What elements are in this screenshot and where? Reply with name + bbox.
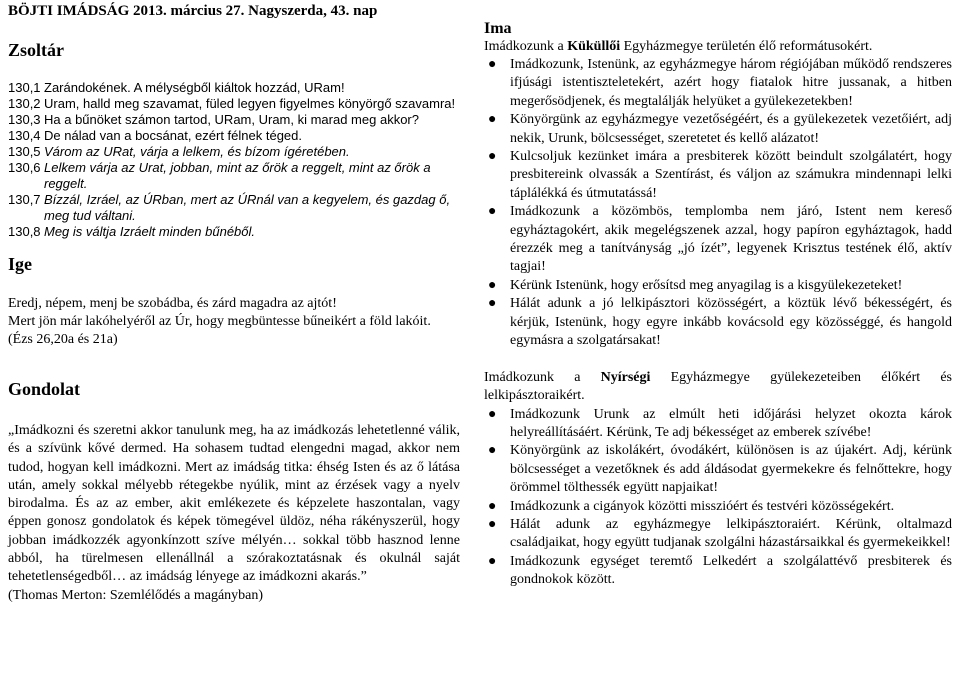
psalm-verse [8, 160, 460, 192]
list-item [484, 56, 952, 111]
ige-title: Ige [8, 254, 32, 274]
verse-text: Lelkem várja az Urat, jobban, mint az őrök a reggelt, mint az őrök a reggelt. [44, 160, 431, 191]
psalm-verse [8, 224, 460, 240]
ige-line-1: Eredj, népem, menj be szobádba, és zárd magadra az ajtót! [8, 296, 337, 311]
list-item-text: Könyörgünk az iskolákért, óvodákért, különösen is az újakért. Adj, kérünk bölcsességet a vezetőknek és add áldásodat gyermekekre és felnőttekre, hogy örömmel tölthessék együtt napjaikat! [510, 443, 952, 496]
list-item [484, 442, 952, 497]
ima-intro-post: Egyházmegye területén élő reformátusokért. [620, 39, 873, 54]
list-item-text: Könyörgünk az egyházmegye vezetőségéért, és a gyülekezetek vezetőiért, adj nekik, Urunk, bölcsességet, szeretetet és kellő alázatot! [510, 112, 952, 146]
ige-text [8, 295, 460, 349]
list-item [484, 277, 952, 295]
verse-number: 130,8 [8, 224, 41, 239]
verse-text: Uram, halld meg szavamat, füled legyen figyelmes könyörgő szavamra! [44, 96, 456, 111]
psalm-verse [8, 192, 460, 224]
bullet-icon: ● [488, 149, 497, 165]
bullet-icon: ● [488, 112, 497, 128]
verse-number: 130,4 [8, 128, 41, 143]
ima-intro [484, 38, 952, 56]
list-item [484, 498, 952, 516]
ima-intro2-region: Nyírségi [600, 369, 651, 385]
right-column [484, 0, 952, 590]
verse-text: Várom az URat, várja a lelkem, és bízom ígéretében. [44, 144, 350, 159]
list-item-text: Kérünk Istenünk, hogy erősítsd meg anyagilag is a kisgyülekezeteket! [510, 277, 903, 293]
psalm-verse [8, 96, 460, 112]
ige-reference: (Ézs 26,20a és 21a) [8, 332, 118, 347]
verse-number: 130,2 [8, 96, 41, 111]
bullet-icon: ● [488, 498, 497, 514]
gondolat-quote: „Imádkozni és szeretni akkor tanulunk meg, ha az imádkozás lehetetlenné válik, és a szívünk kővé dermed. Ha sohasem tudtad elengedni magad, akkor nem tudod, hogyan kell imádkozni. Mert az imádság titka: éhség Isten és az ő látása után, amely sokkal mélyebb rétegekbe nyúlik, mint az érzések vagy a nyelv birodalma. És az az ember, akit emlékezete és képzelete haszontalan, vagy éppen gonosz gondolatok és képek tömegével üldöz, néha rákényszerül, hogy jobban imádkozzék agyonkínzott szíve mélyén… sokkal több hasznod lenne abból, ha türelmesen ellenállnál a szórakoztatásnak és okulnál saját tehetetlenségedből… az imádság lényege az imádkozni akarás.” [8, 423, 460, 585]
psalm-verse [8, 112, 460, 128]
bullet-icon: ● [488, 204, 497, 220]
list-item [484, 203, 952, 277]
list-item [484, 295, 952, 350]
list-item-text: Hálát adunk a jó lelkipásztori közösségért, a köztük lévő békességért, és kérjük, Istenünk, hogy egyre inkább kovácsold egy közösséggé, és hangold egymásra a szolgatársakat! [510, 296, 952, 349]
psalm-verse [8, 144, 460, 160]
psalm-verse [8, 128, 460, 144]
list-item-text: Imádkozunk a közömbös, templomba nem járó, Istent nem kereső egyháztagokért, akik megelégszenek azzal, hogy papíron egyháztagok, hadd érezzék meg a tanítványság „jó ízét”, legyenek Krisztus testének élő, aktív tagjai! [510, 204, 952, 275]
gondolat-title: Gondolat [8, 379, 81, 399]
ima-intro-2 [484, 369, 952, 406]
bullet-icon: ● [488, 277, 497, 293]
ima-intro-region: Küküllői [567, 39, 621, 54]
bullet-icon: ● [488, 553, 497, 569]
ima-title: Ima [484, 20, 512, 37]
list-item [484, 111, 952, 148]
verse-text: Bízzál, Izráel, az ÚRban, mert az ÚRnál van a kegyelem, és gazdag ő, meg tud váltani. [44, 192, 451, 223]
verse-text: Ha a bűnöket számon tartod, URam, Uram, ki marad meg akkor? [44, 112, 419, 127]
list-item [484, 516, 952, 553]
verse-text: De nálad van a bocsánat, ezért félnek téged. [44, 128, 303, 143]
psalm-list [8, 80, 460, 240]
verse-number: 130,5 [8, 144, 41, 159]
zsoltar-title: Zsoltár [8, 40, 64, 60]
verse-text: Meg is váltja Izráelt minden bűnéből. [44, 224, 256, 239]
prayer-list-nyirsegi [484, 406, 952, 590]
verse-text: Zarándokének. A mélységből kiáltok hozzád, URam! [44, 80, 345, 95]
verse-number: 130,3 [8, 112, 41, 127]
ima-intro2-post: Egyházmegye gyülekezeteiben élőkért és lelkipásztoraikért. [484, 369, 953, 403]
list-item-text: Imádkozunk egységet teremtő Lelkedért a szolgálattévő presbiterek és gondnokok között. [510, 553, 952, 588]
list-item-text: Imádkozunk, Istenünk, az egyházmegye három régiójában működő rendszeres ifjúsági istentiszteletekért, azért hogy fiatalok hitre jussanak, a hitben megerősödjenek, és megtalálják helyüket a gyülekezetekben! [510, 57, 952, 109]
ige-line-2: Mert jön már lakóhelyéről az Úr, hogy megbüntesse bűneikért a föld lakóit. [8, 314, 431, 329]
psalm-verse [8, 80, 460, 96]
list-item [484, 553, 952, 590]
bullet-icon: ● [488, 57, 497, 72]
verse-number: 130,7 [8, 192, 41, 207]
document-header: BÖJTI IMÁDSÁG 2013. március 27. Nagyszerda, 43. nap [8, 3, 378, 19]
list-item [484, 406, 952, 443]
verse-number: 130,1 [8, 80, 41, 95]
bullet-icon: ● [488, 443, 497, 459]
verse-number: 130,6 [8, 160, 41, 175]
list-item [484, 148, 952, 203]
ima-intro2-pre: Imádkozunk a [484, 369, 601, 385]
list-item-text: Kulcsoljuk kezünket imára a presbiterek között beindult szolgálatért, hogy presbitereink olvassák a Szentírást, és váljon az számukra mindennapi lelki táplálékká és útmutatássá! [510, 149, 952, 201]
bullet-icon: ● [488, 516, 497, 532]
left-column [8, 0, 460, 605]
list-item-text: Hálát adunk az egyházmegye lelkipásztoraiért. Kérünk, oltalmazd családjaikat, hogy együtt tudjanak szolgálni házastársaikkal és gyermekeikkel! [510, 516, 952, 551]
list-item-text: Imádkozunk Urunk az elmúlt heti időjárási helyzet okozta károk helyreállításáért. Kérünk, Te adj békességet az emberek szívébe! [510, 406, 952, 440]
prayer-list-kukulloi [484, 56, 952, 351]
bullet-icon: ● [488, 406, 497, 422]
bullet-icon: ● [488, 296, 497, 312]
list-item-text: Imádkozunk a cigányok közötti misszióért és testvéri közösségekért. [510, 498, 895, 514]
ima-intro-pre: Imádkozunk a [484, 39, 568, 54]
gondolat-source: (Thomas Merton: Szemlélődés a magányban) [8, 587, 264, 603]
